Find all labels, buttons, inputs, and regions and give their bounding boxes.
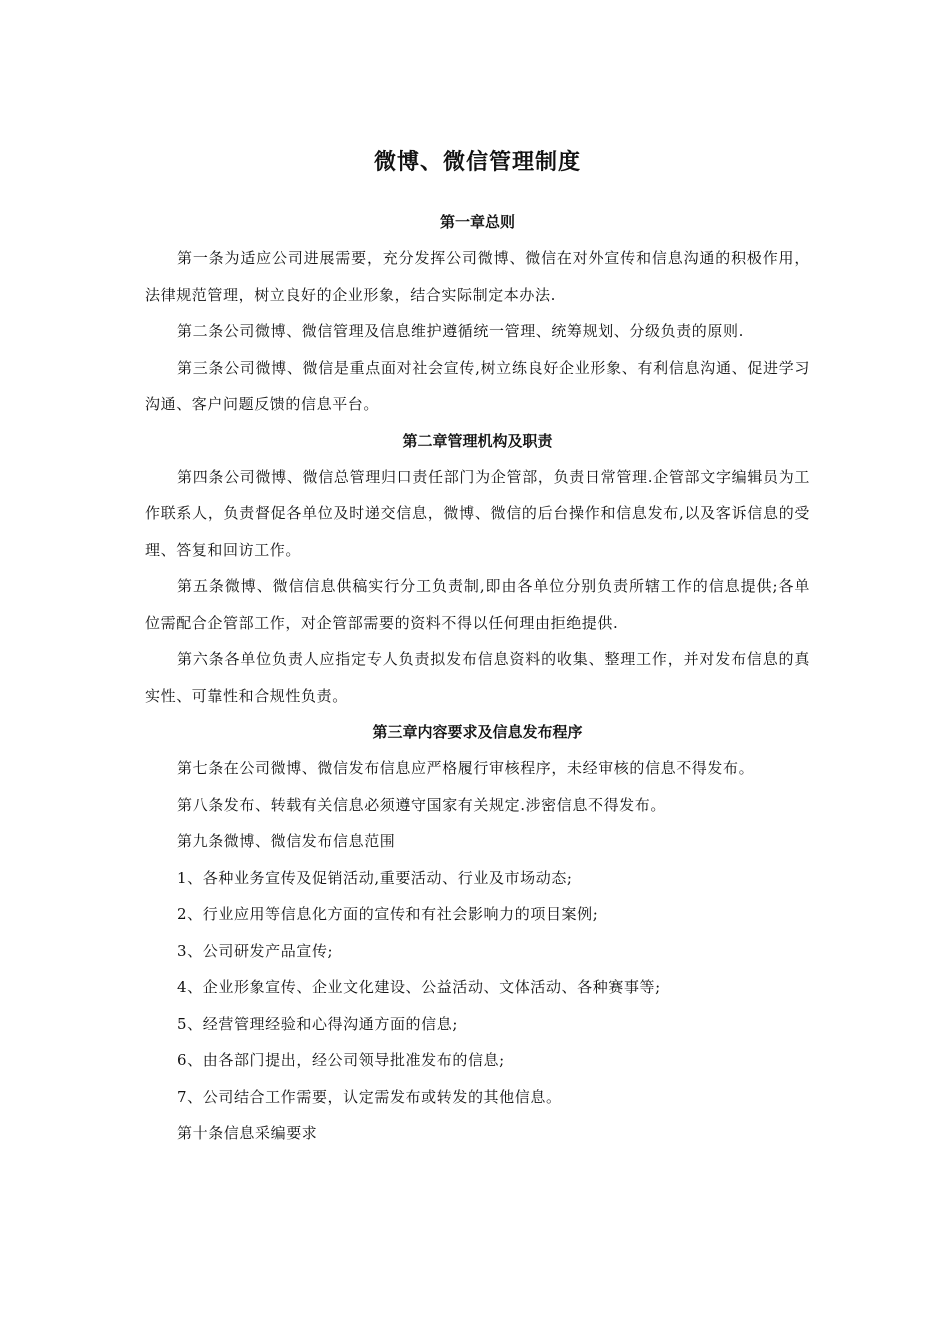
article-2: 第二条公司微博、微信管理及信息维护遵循统一管理、统筹规划、分级负责的原则. [177, 322, 744, 340]
list-item: 1、各种业务宣传及促销活动,重要活动、行业及市场动态; [177, 868, 573, 887]
article-3: 第三条公司微博、微信是重点面对社会宣传,树立练良好企业形象、有利信息沟通、促进学习沟通、客户问题反馈的信息平台。 [145, 358, 810, 413]
chapter-2-heading: 第二章管理机构及职责 [402, 431, 553, 450]
article-7: 第七条在公司微博、微信发布信息应严格履行审核程序，未经审核的信息不得发布。 [177, 759, 755, 777]
article-4: 第四条公司微博、微信总管理归口责任部门为企管部，负责日常管理.企管部文字编辑员为工作联系人，负责督促各单位及时递交信息，微博、微信的后台操作和信息发布,以及客诉信息的受理、答复和回访工作。 [145, 467, 810, 559]
chapter-1-heading: 第一章总则 [439, 213, 515, 231]
list-item: 6、由各部门提出，经公司领导批准发布的信息; [177, 1051, 505, 1069]
document-page [145, 140, 810, 1152]
list-item: 4、企业形象宣传、企业文化建设、公益活动、文体活动、各种赛事等; [177, 978, 661, 996]
article-9: 第九条微博、微信发布信息范围 [177, 832, 396, 850]
article-1: 第一条为适应公司进展需要，充分发挥公司微博、微信在对外宣传和信息沟通的积极作用，法律规范管理，树立良好的企业形象，结合实际制定本办法. [145, 249, 810, 304]
list-item: 2、行业应用等信息化方面的宣传和有社会影响力的项目案例; [177, 905, 599, 923]
list-item: 7、公司结合工作需要，认定需发布或转发的其他信息。 [177, 1087, 562, 1106]
article-6: 第六条各单位负责人应指定专人负责拟发布信息资料的收集、整理工作，并对发布信息的真实性、可靠性和合规性负责。 [145, 650, 810, 705]
article-10: 第十条信息采编要求 [177, 1124, 318, 1142]
chapter-3-heading: 第三章内容要求及信息发布程序 [372, 723, 583, 741]
document-title: 微博、微信管理制度 [373, 149, 581, 175]
article-8: 第八条发布、转载有关信息必须遵守国家有关规定.涉密信息不得发布。 [177, 795, 666, 814]
article-5: 第五条微博、微信信息供稿实行分工负责制,即由各单位分别负责所辖工作的信息提供;各单位需配合企管部工作，对企管部需要的资料不得以任何理由拒绝提供. [145, 577, 810, 632]
list-item: 5、经营管理经验和心得沟通方面的信息; [177, 1014, 458, 1033]
list-item: 3、公司研发产品宣传; [177, 941, 334, 960]
